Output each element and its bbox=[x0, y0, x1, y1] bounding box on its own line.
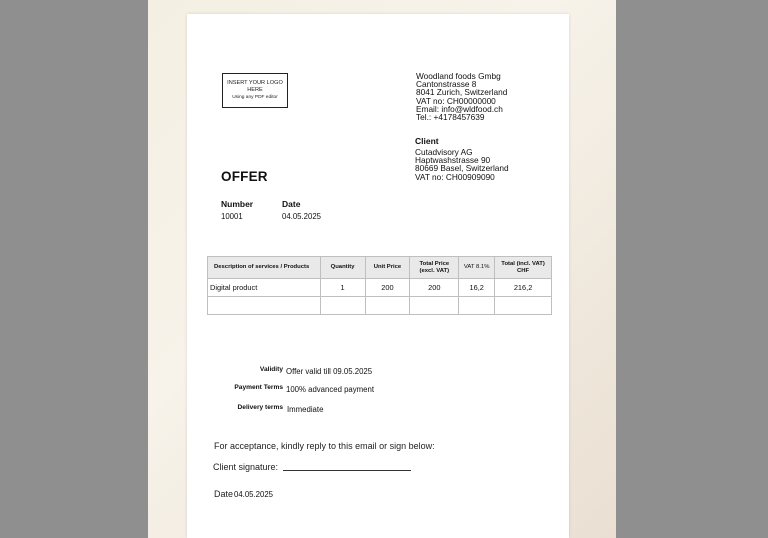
cell-total-incl-vat: 216,2 bbox=[495, 279, 552, 297]
header-vat: VAT 8.1% bbox=[459, 257, 495, 279]
cell-quantity: 1 bbox=[320, 279, 365, 297]
sender-address bbox=[416, 72, 507, 121]
table-row-empty bbox=[208, 297, 552, 315]
validity-label: Validity bbox=[259, 366, 283, 373]
acceptance-date-value: 04.05.2025 bbox=[234, 490, 274, 499]
document-title: OFFER bbox=[221, 169, 268, 184]
signature-line[interactable] bbox=[283, 470, 411, 471]
sender-email: Email: info@wldfood.ch bbox=[416, 103, 503, 114]
table-header-row bbox=[208, 257, 552, 279]
client-address bbox=[415, 148, 509, 181]
sender-vat: VAT no: CH00000000 bbox=[416, 95, 496, 106]
header-unit-price: Unit Price bbox=[365, 257, 410, 279]
cell-empty bbox=[320, 297, 365, 315]
header-quantity: Quantity bbox=[320, 257, 365, 279]
logo-placeholder-line-3: Using any PDF editor bbox=[232, 95, 278, 100]
sender-phone: Tel.: +4178457639 bbox=[416, 112, 485, 123]
number-value: 10001 bbox=[221, 212, 243, 221]
cell-empty bbox=[208, 297, 321, 315]
client-vat: VAT no: CH00909090 bbox=[415, 171, 495, 182]
cell-description: Digital product bbox=[208, 279, 321, 297]
client-street: Haptwashstrasse 90 bbox=[415, 155, 491, 166]
cell-empty bbox=[495, 297, 552, 315]
client-city: 80669 Basel, Switzerland bbox=[415, 163, 509, 174]
logo-placeholder bbox=[222, 73, 288, 108]
cell-empty bbox=[410, 297, 459, 315]
validity-value: Offer valid till 09.05.2025 bbox=[286, 367, 373, 376]
logo-placeholder-line-1: INSERT YOUR LOGO bbox=[227, 80, 283, 86]
signature-label: Client signature: bbox=[213, 462, 279, 472]
sender-street: Cantonstrasse 8 bbox=[416, 79, 477, 90]
header-description: Description of services / Products bbox=[208, 257, 321, 279]
cell-empty bbox=[365, 297, 410, 315]
cell-total-excl-vat: 200 bbox=[410, 279, 459, 297]
date-label: Date bbox=[282, 199, 301, 209]
offer-document bbox=[187, 14, 569, 538]
cell-unit-price: 200 bbox=[365, 279, 410, 297]
header-total-incl-vat: Total (incl. VAT) CHF bbox=[495, 257, 552, 279]
cell-empty bbox=[459, 297, 495, 315]
number-label: Number bbox=[221, 199, 254, 209]
table-row bbox=[208, 279, 552, 297]
payment-terms-value: 100% advanced payment bbox=[286, 385, 374, 394]
logo-placeholder-line-2: HERE bbox=[247, 87, 263, 93]
sender-name: Woodland foods Gmbg bbox=[416, 71, 501, 81]
delivery-terms-value: Immediate bbox=[287, 405, 324, 414]
acceptance-text: For acceptance, kindly reply to this email or sign below: bbox=[214, 441, 435, 451]
cell-vat: 16,2 bbox=[459, 279, 495, 297]
acceptance-date-label: Date bbox=[214, 489, 234, 499]
client-heading: Client bbox=[415, 136, 439, 146]
delivery-terms-label: Delivery terms bbox=[237, 404, 283, 411]
sender-city: 8041 Zurich, Switzerland bbox=[416, 87, 508, 98]
items-table bbox=[207, 256, 552, 315]
date-value: 04.05.2025 bbox=[282, 212, 322, 221]
payment-terms-label: Payment Terms bbox=[234, 384, 283, 391]
client-name: Cutadvisory AG bbox=[415, 147, 473, 157]
header-total-excl-vat: Total Price (excl. VAT) bbox=[410, 257, 459, 279]
